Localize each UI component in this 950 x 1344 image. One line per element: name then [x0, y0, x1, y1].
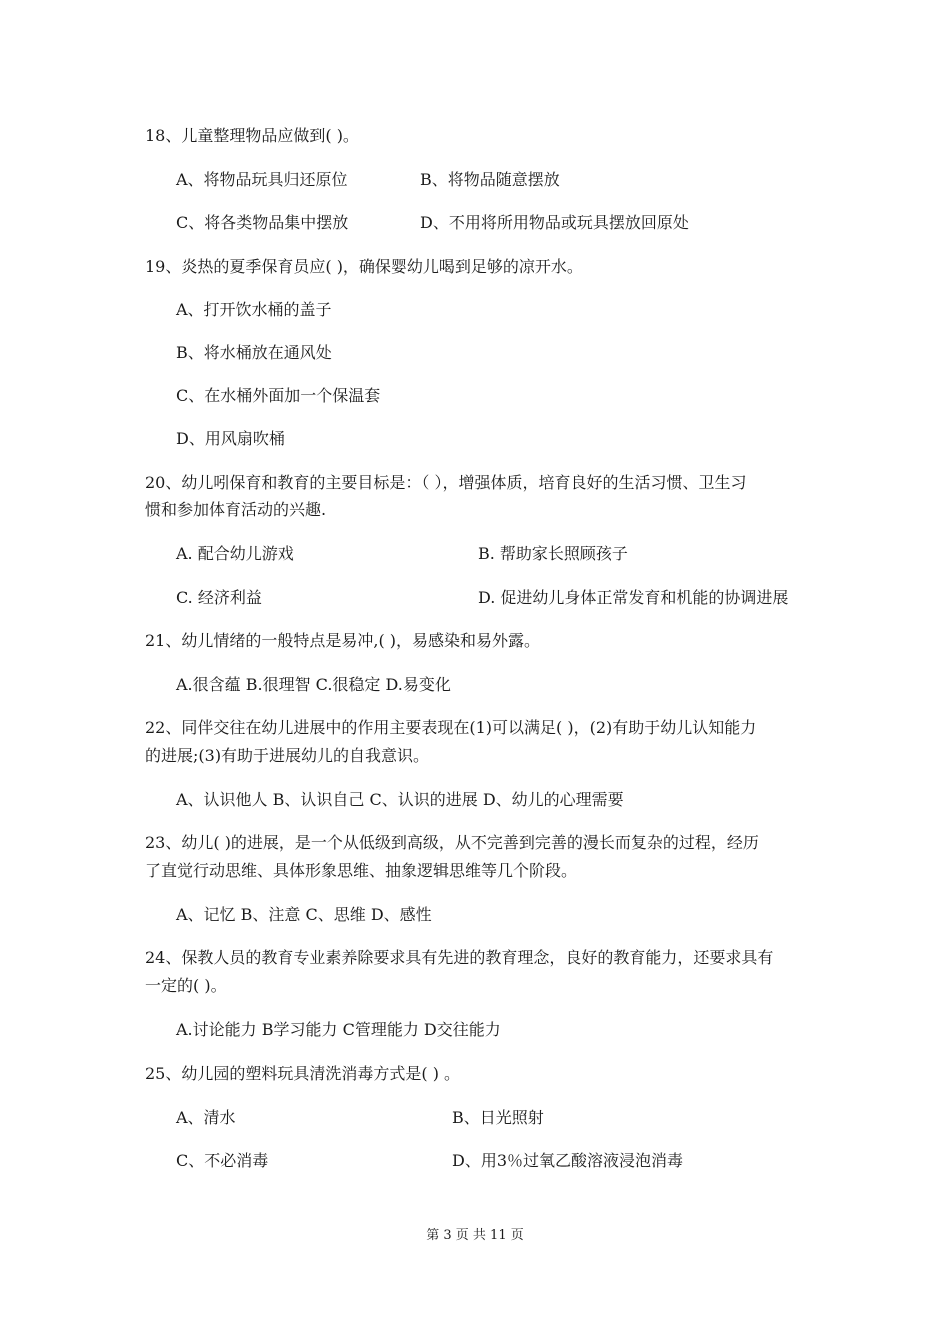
question-23-options: A、记忆 B、注意 C、思维 D、感性	[176, 905, 432, 924]
question-24-line-2: 一定的( )。	[145, 976, 227, 995]
question-19-option-d: D、用风扇吹桶	[176, 429, 285, 448]
question-20-line-1: 20、幼儿吲保育和教育的主要目标是：（ ），增强体质，培育良好的生活习惯、卫生习	[145, 473, 747, 492]
question-18-option-a: A、将物品玩具归还原位	[176, 170, 348, 189]
question-18-option-c: C、将各类物品集中摆放	[176, 213, 349, 232]
question-20-option-b: B. 帮助家长照顾孩子	[478, 544, 628, 563]
question-22-line-1: 22、同伴交往在幼儿进展中的作用主要表现在(1)可以满足( )，(2)有助于幼儿认知能力	[145, 718, 757, 737]
question-20-option-a: A. 配合幼儿游戏	[176, 544, 294, 563]
question-20-line-2: 惯和参加体育活动的兴趣.	[145, 500, 327, 519]
question-22-options: A、认识他人 B、认识自己 C、认识的进展 D、幼儿的心理需要	[176, 790, 624, 809]
question-19-option-b: B、将水桶放在通风处	[176, 343, 332, 362]
page-number-footer: 第 3 页 共 11 页	[426, 1228, 524, 1243]
question-21-options: A.很含蕴 B.很理智 C.很稳定 D.易变化	[176, 675, 451, 694]
question-24-line-1: 24、保教人员的教育专业素养除要求具有先进的教育理念，良好的教育能力，还要求具有	[145, 948, 774, 967]
question-25-option-c: C、不必消毒	[176, 1151, 269, 1170]
question-20-option-d: D. 促进幼儿身体正常发育和机能的协调进展	[478, 588, 789, 607]
question-18-option-b: B、将物品随意摆放	[420, 170, 560, 189]
question-19: 19、炎热的夏季保育员应( )，确保婴幼儿喝到足够的凉开水。	[145, 257, 583, 276]
question-22-line-2: 的进展;(3)有助于进展幼儿的自我意识。	[145, 746, 430, 765]
question-21: 21、幼儿情绪的一般特点是易冲,( )，易感染和易外露。	[145, 631, 541, 650]
question-24-options: A.讨论能力 B学习能力 C管理能力 D交往能力	[176, 1020, 501, 1039]
question-23-line-2: 了直觉行动思维、具体形象思维、抽象逻辑思维等几个阶段。	[145, 861, 578, 880]
question-25-option-a: A、清水	[176, 1108, 236, 1127]
question-23-line-1: 23、幼儿( )的进展，是一个从低级到高级，从不完善到完善的漫长而复杂的过程，经历	[145, 833, 759, 852]
question-20-option-c: C. 经济利益	[176, 588, 262, 607]
question-18-option-d: D、不用将所用物品或玩具摆放回原处	[420, 213, 689, 232]
question-19-option-a: A、打开饮水桶的盖子	[176, 300, 332, 319]
question-25: 25、幼儿园的塑料玩具清洗消毒方式是( ) 。	[145, 1064, 461, 1083]
question-19-option-c: C、在水桶外面加一个保温套	[176, 386, 381, 405]
question-18: 18、儿童整理物品应做到( )。	[145, 126, 359, 145]
question-25-option-b: B、日光照射	[452, 1108, 544, 1127]
question-25-option-d: D、用3％过氧乙酸溶液浸泡消毒	[452, 1151, 684, 1170]
